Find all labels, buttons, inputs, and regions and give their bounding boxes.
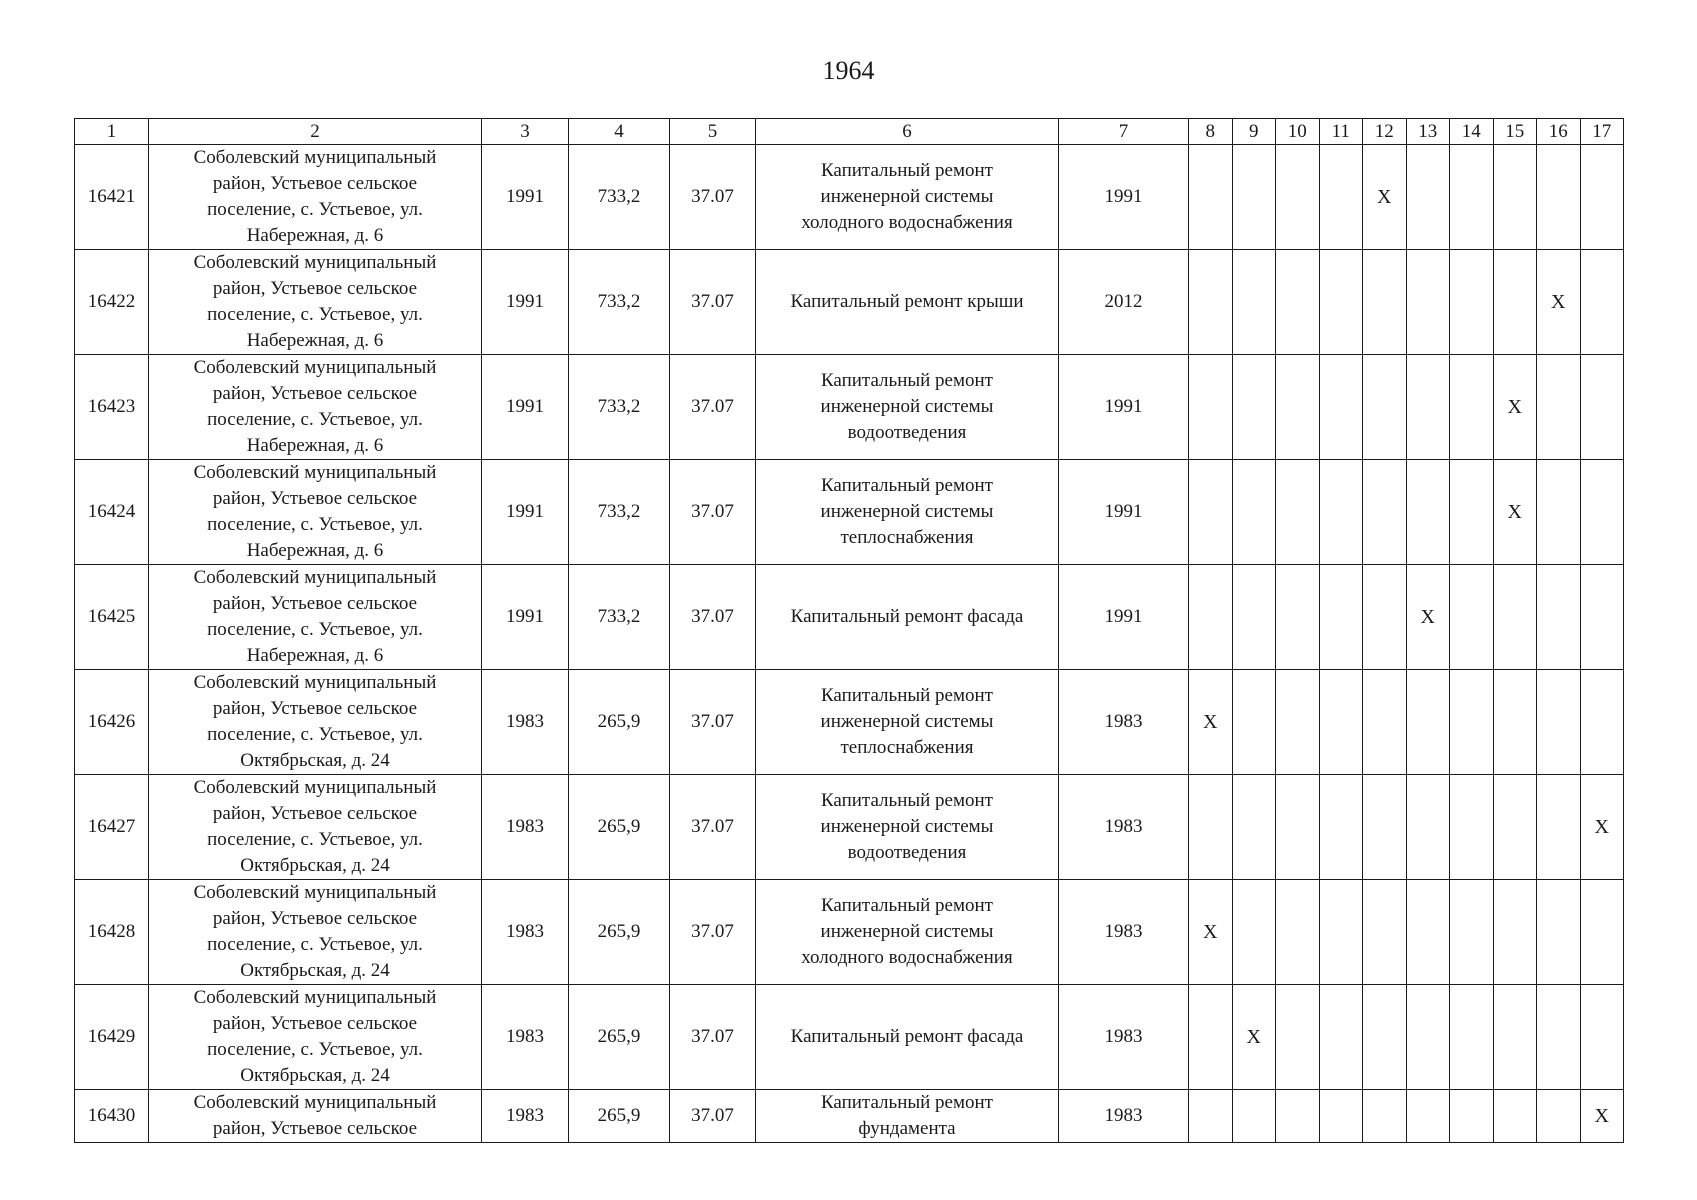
table-row <box>75 1090 1624 1143</box>
work-type-line: инженерной системы <box>820 711 994 732</box>
mark-cell-col-15 <box>1493 775 1537 880</box>
address-line: район, Устьевое сельское <box>212 908 418 929</box>
mark-cell-col-15 <box>1493 880 1537 985</box>
mark-cell-col-14 <box>1450 250 1494 355</box>
work-type-cell <box>756 880 1059 985</box>
mark-cell-col-16 <box>1537 565 1581 670</box>
mark-cell-col-10 <box>1276 460 1320 565</box>
code-cell: 37.07 <box>670 145 756 250</box>
work-type-cell <box>756 145 1059 250</box>
address-line: поселение, с. Устьевое, ул. <box>207 409 423 430</box>
area-cell: 733,2 <box>569 250 670 355</box>
mark-cell-col-10 <box>1276 565 1320 670</box>
column-header-1: 1 <box>75 119 149 145</box>
mark-cell-col-10 <box>1276 1090 1320 1143</box>
page-number: 1964 <box>822 56 875 85</box>
work-type-line: Капитальный ремонт <box>820 370 993 391</box>
mark-cell-col-15 <box>1493 565 1537 670</box>
mark-cell-col-12 <box>1363 355 1407 460</box>
mark-cell-col-14 <box>1450 1090 1494 1143</box>
address-line: Октябрьская, д. 24 <box>240 750 390 771</box>
work-type-line: Капитальный ремонт крыши <box>790 291 1024 312</box>
address-line: район, Устьевое сельское <box>212 1013 418 1034</box>
address-line: Соболевский муниципальный <box>193 252 437 273</box>
work-type-cell <box>756 250 1059 355</box>
mark-cell-col-11 <box>1319 145 1363 250</box>
mark-cell-col-13: X <box>1406 565 1450 670</box>
mark-cell-col-9 <box>1232 880 1276 985</box>
year-built-cell: 1991 <box>482 250 569 355</box>
address-line: поселение, с. Устьевое, ул. <box>207 304 423 325</box>
column-header-7: 7 <box>1059 119 1189 145</box>
year-cell: 2012 <box>1059 250 1189 355</box>
table-row <box>75 355 1624 460</box>
table-row <box>75 985 1624 1090</box>
code-cell: 37.07 <box>670 670 756 775</box>
year-cell: 1983 <box>1059 880 1189 985</box>
mark-cell-col-11 <box>1319 985 1363 1090</box>
mark-cell-col-14 <box>1450 775 1494 880</box>
mark-cell-col-12 <box>1363 775 1407 880</box>
code-cell: 37.07 <box>670 985 756 1090</box>
table-row <box>75 670 1624 775</box>
work-type-line: Капитальный ремонт <box>820 160 993 181</box>
mark-cell-col-17: X <box>1580 1090 1624 1143</box>
mark-cell-col-14 <box>1450 670 1494 775</box>
column-number-row <box>75 119 1624 145</box>
capital-repair-table <box>74 118 1624 1143</box>
mark-cell-col-12 <box>1363 565 1407 670</box>
code-cell: 37.07 <box>670 880 756 985</box>
mark-cell-col-13 <box>1406 1090 1450 1143</box>
address-line: Соболевский муниципальный <box>193 357 437 378</box>
address-line: Набережная, д. 6 <box>246 330 384 351</box>
mark-cell-col-12 <box>1363 880 1407 985</box>
work-type-line: инженерной системы <box>820 186 994 207</box>
work-type-line: водоотведения <box>847 422 967 443</box>
table-row <box>75 880 1624 985</box>
work-type-line: инженерной системы <box>820 501 994 522</box>
address-line: Набережная, д. 6 <box>246 645 384 666</box>
work-type-cell <box>756 775 1059 880</box>
work-type-cell <box>756 1090 1059 1143</box>
mark-cell-col-17 <box>1580 250 1624 355</box>
address-line: район, Устьевое сельское <box>212 803 418 824</box>
mark-cell-col-10 <box>1276 145 1320 250</box>
work-type-cell <box>756 670 1059 775</box>
record-id-cell: 16429 <box>75 985 149 1090</box>
table-header <box>75 119 1624 145</box>
year-built-cell: 1983 <box>482 775 569 880</box>
area-cell: 733,2 <box>569 145 670 250</box>
column-header-16: 16 <box>1537 119 1581 145</box>
address-line: поселение, с. Устьевое, ул. <box>207 1039 423 1060</box>
mark-cell-col-11 <box>1319 880 1363 985</box>
mark-cell-col-15 <box>1493 985 1537 1090</box>
address-line: поселение, с. Устьевое, ул. <box>207 724 423 745</box>
code-cell: 37.07 <box>670 775 756 880</box>
mark-cell-col-16 <box>1537 460 1581 565</box>
column-header-9: 9 <box>1232 119 1276 145</box>
year-built-cell: 1991 <box>482 145 569 250</box>
mark-cell-col-8: X <box>1189 670 1233 775</box>
address-line: Соболевский муниципальный <box>193 987 437 1008</box>
mark-cell-col-11 <box>1319 355 1363 460</box>
mark-cell-col-8 <box>1189 1090 1233 1143</box>
address-line: Октябрьская, д. 24 <box>240 960 390 981</box>
mark-cell-col-13 <box>1406 775 1450 880</box>
address-line: район, Устьевое сельское <box>212 1118 418 1139</box>
address-line: Октябрьская, д. 24 <box>240 855 390 876</box>
year-built-cell: 1983 <box>482 880 569 985</box>
address-cell <box>149 250 482 355</box>
mark-cell-col-11 <box>1319 565 1363 670</box>
work-type-line: водоотведения <box>847 842 967 863</box>
mark-cell-col-17 <box>1580 460 1624 565</box>
year-built-cell: 1991 <box>482 355 569 460</box>
record-id-cell: 16430 <box>75 1090 149 1143</box>
area-cell: 265,9 <box>569 1090 670 1143</box>
address-line: Набережная, д. 6 <box>246 225 384 246</box>
year-built-cell: 1991 <box>482 565 569 670</box>
area-cell: 733,2 <box>569 460 670 565</box>
mark-cell-col-16 <box>1537 670 1581 775</box>
table-row <box>75 250 1624 355</box>
address-cell <box>149 1090 482 1143</box>
mark-cell-col-12 <box>1363 670 1407 775</box>
year-cell: 1983 <box>1059 775 1189 880</box>
mark-cell-col-12 <box>1363 460 1407 565</box>
address-line: поселение, с. Устьевое, ул. <box>207 514 423 535</box>
work-type-cell <box>756 565 1059 670</box>
year-cell: 1991 <box>1059 355 1189 460</box>
record-id-cell: 16428 <box>75 880 149 985</box>
code-cell: 37.07 <box>670 460 756 565</box>
table-body <box>75 145 1624 1143</box>
mark-cell-col-17 <box>1580 565 1624 670</box>
work-type-line: инженерной системы <box>820 921 994 942</box>
year-built-cell: 1983 <box>482 670 569 775</box>
column-header-13: 13 <box>1406 119 1450 145</box>
mark-cell-col-11 <box>1319 1090 1363 1143</box>
mark-cell-col-9 <box>1232 1090 1276 1143</box>
mark-cell-col-9 <box>1232 775 1276 880</box>
mark-cell-col-11 <box>1319 775 1363 880</box>
address-cell <box>149 460 482 565</box>
address-cell <box>149 565 482 670</box>
table-row <box>75 145 1624 250</box>
address-line: Соболевский муниципальный <box>193 882 437 903</box>
work-type-line: инженерной системы <box>820 396 994 417</box>
year-built-cell: 1983 <box>482 1090 569 1143</box>
table-row <box>75 460 1624 565</box>
area-cell: 733,2 <box>569 565 670 670</box>
mark-cell-col-9 <box>1232 565 1276 670</box>
mark-cell-col-12 <box>1363 250 1407 355</box>
column-header-5: 5 <box>670 119 756 145</box>
column-header-4: 4 <box>569 119 670 145</box>
mark-cell-col-13 <box>1406 670 1450 775</box>
mark-cell-col-9 <box>1232 460 1276 565</box>
work-type-cell <box>756 985 1059 1090</box>
address-line: район, Устьевое сельское <box>212 698 418 719</box>
record-id-cell: 16425 <box>75 565 149 670</box>
column-header-12: 12 <box>1363 119 1407 145</box>
record-id-cell: 16426 <box>75 670 149 775</box>
area-cell: 733,2 <box>569 355 670 460</box>
column-header-10: 10 <box>1276 119 1320 145</box>
address-line: поселение, с. Устьевое, ул. <box>207 934 423 955</box>
mark-cell-col-9 <box>1232 250 1276 355</box>
year-cell: 1991 <box>1059 460 1189 565</box>
work-type-line: инженерной системы <box>820 816 994 837</box>
record-id-cell: 16421 <box>75 145 149 250</box>
mark-cell-col-8 <box>1189 145 1233 250</box>
table-row <box>75 565 1624 670</box>
mark-cell-col-13 <box>1406 880 1450 985</box>
work-type-line: Капитальный ремонт <box>820 685 993 706</box>
work-type-line: Капитальный ремонт <box>820 475 993 496</box>
work-type-line: фундамента <box>858 1118 956 1139</box>
work-type-line: Капитальный ремонт <box>820 1092 993 1113</box>
year-built-cell: 1991 <box>482 460 569 565</box>
work-type-line: теплоснабжения <box>840 737 974 758</box>
work-type-cell <box>756 355 1059 460</box>
mark-cell-col-15 <box>1493 1090 1537 1143</box>
work-type-line: Капитальный ремонт <box>820 790 993 811</box>
mark-cell-col-16 <box>1537 880 1581 985</box>
address-line: район, Устьевое сельское <box>212 278 418 299</box>
address-line: Соболевский муниципальный <box>193 462 437 483</box>
column-header-2: 2 <box>149 119 482 145</box>
mark-cell-col-16 <box>1537 775 1581 880</box>
mark-cell-col-10 <box>1276 880 1320 985</box>
year-cell: 1991 <box>1059 565 1189 670</box>
code-cell: 37.07 <box>670 1090 756 1143</box>
column-header-11: 11 <box>1319 119 1363 145</box>
mark-cell-col-10 <box>1276 670 1320 775</box>
mark-cell-col-13 <box>1406 985 1450 1090</box>
code-cell: 37.07 <box>670 355 756 460</box>
address-cell <box>149 355 482 460</box>
code-cell: 37.07 <box>670 565 756 670</box>
mark-cell-col-17: X <box>1580 775 1624 880</box>
record-id-cell: 16422 <box>75 250 149 355</box>
record-id-cell: 16424 <box>75 460 149 565</box>
table-row <box>75 775 1624 880</box>
mark-cell-col-15 <box>1493 670 1537 775</box>
mark-cell-col-9 <box>1232 670 1276 775</box>
address-line: поселение, с. Устьевое, ул. <box>207 199 423 220</box>
mark-cell-col-10 <box>1276 355 1320 460</box>
work-type-line: Капитальный ремонт <box>820 895 993 916</box>
address-line: район, Устьевое сельское <box>212 173 418 194</box>
column-header-3: 3 <box>482 119 569 145</box>
record-id-cell: 16427 <box>75 775 149 880</box>
mark-cell-col-14 <box>1450 985 1494 1090</box>
mark-cell-col-15 <box>1493 250 1537 355</box>
address-line: район, Устьевое сельское <box>212 593 418 614</box>
mark-cell-col-13 <box>1406 355 1450 460</box>
mark-cell-col-12: X <box>1363 145 1407 250</box>
mark-cell-col-8 <box>1189 775 1233 880</box>
address-line: поселение, с. Устьевое, ул. <box>207 619 423 640</box>
address-cell <box>149 880 482 985</box>
mark-cell-col-9 <box>1232 355 1276 460</box>
mark-cell-col-17 <box>1580 880 1624 985</box>
address-cell <box>149 670 482 775</box>
mark-cell-col-8 <box>1189 460 1233 565</box>
mark-cell-col-11 <box>1319 250 1363 355</box>
mark-cell-col-10 <box>1276 775 1320 880</box>
area-cell: 265,9 <box>569 775 670 880</box>
column-header-6: 6 <box>756 119 1059 145</box>
mark-cell-col-17 <box>1580 145 1624 250</box>
address-line: Соболевский муниципальный <box>193 567 437 588</box>
mark-cell-col-14 <box>1450 355 1494 460</box>
address-line: Набережная, д. 6 <box>246 540 384 561</box>
work-type-line: теплоснабжения <box>840 527 974 548</box>
address-cell <box>149 985 482 1090</box>
mark-cell-col-15 <box>1493 145 1537 250</box>
year-cell: 1983 <box>1059 670 1189 775</box>
mark-cell-col-14 <box>1450 460 1494 565</box>
column-header-15: 15 <box>1493 119 1537 145</box>
address-line: район, Устьевое сельское <box>212 488 418 509</box>
address-cell <box>149 775 482 880</box>
column-header-14: 14 <box>1450 119 1494 145</box>
area-cell: 265,9 <box>569 670 670 775</box>
address-line: район, Устьевое сельское <box>212 383 418 404</box>
mark-cell-col-8 <box>1189 355 1233 460</box>
mark-cell-col-11 <box>1319 460 1363 565</box>
year-cell: 1983 <box>1059 1090 1189 1143</box>
work-type-line: холодного водоснабжения <box>801 212 1013 233</box>
record-id-cell: 16423 <box>75 355 149 460</box>
area-cell: 265,9 <box>569 880 670 985</box>
mark-cell-col-16: X <box>1537 250 1581 355</box>
mark-cell-col-16 <box>1537 145 1581 250</box>
mark-cell-col-14 <box>1450 565 1494 670</box>
address-line: Соболевский муниципальный <box>193 672 437 693</box>
mark-cell-col-8 <box>1189 985 1233 1090</box>
work-type-line: Капитальный ремонт фасада <box>790 1026 1024 1047</box>
mark-cell-col-10 <box>1276 985 1320 1090</box>
mark-cell-col-16 <box>1537 355 1581 460</box>
mark-cell-col-15: X <box>1493 460 1537 565</box>
code-cell: 37.07 <box>670 250 756 355</box>
year-built-cell: 1983 <box>482 985 569 1090</box>
address-line: Соболевский муниципальный <box>193 1092 437 1113</box>
mark-cell-col-16 <box>1537 1090 1581 1143</box>
mark-cell-col-9: X <box>1232 985 1276 1090</box>
mark-cell-col-16 <box>1537 985 1581 1090</box>
mark-cell-col-11 <box>1319 670 1363 775</box>
work-type-cell <box>756 460 1059 565</box>
mark-cell-col-17 <box>1580 355 1624 460</box>
mark-cell-col-14 <box>1450 880 1494 985</box>
address-line: Октябрьская, д. 24 <box>240 1065 390 1086</box>
address-cell <box>149 145 482 250</box>
mark-cell-col-8 <box>1189 565 1233 670</box>
mark-cell-col-13 <box>1406 250 1450 355</box>
year-cell: 1983 <box>1059 985 1189 1090</box>
year-cell: 1991 <box>1059 145 1189 250</box>
address-line: поселение, с. Устьевое, ул. <box>207 829 423 850</box>
area-cell: 265,9 <box>569 985 670 1090</box>
mark-cell-col-8 <box>1189 250 1233 355</box>
mark-cell-col-9 <box>1232 145 1276 250</box>
mark-cell-col-14 <box>1450 145 1494 250</box>
mark-cell-col-12 <box>1363 1090 1407 1143</box>
mark-cell-col-15: X <box>1493 355 1537 460</box>
address-line: Соболевский муниципальный <box>193 147 437 168</box>
mark-cell-col-17 <box>1580 670 1624 775</box>
mark-cell-col-17 <box>1580 985 1624 1090</box>
mark-cell-col-12 <box>1363 985 1407 1090</box>
column-header-17: 17 <box>1580 119 1624 145</box>
work-type-line: холодного водоснабжения <box>801 947 1013 968</box>
mark-cell-col-13 <box>1406 145 1450 250</box>
mark-cell-col-8: X <box>1189 880 1233 985</box>
address-line: Соболевский муниципальный <box>193 777 437 798</box>
mark-cell-col-10 <box>1276 250 1320 355</box>
mark-cell-col-13 <box>1406 460 1450 565</box>
address-line: Набережная, д. 6 <box>246 435 384 456</box>
column-header-8: 8 <box>1189 119 1233 145</box>
work-type-line: Капитальный ремонт фасада <box>790 606 1024 627</box>
